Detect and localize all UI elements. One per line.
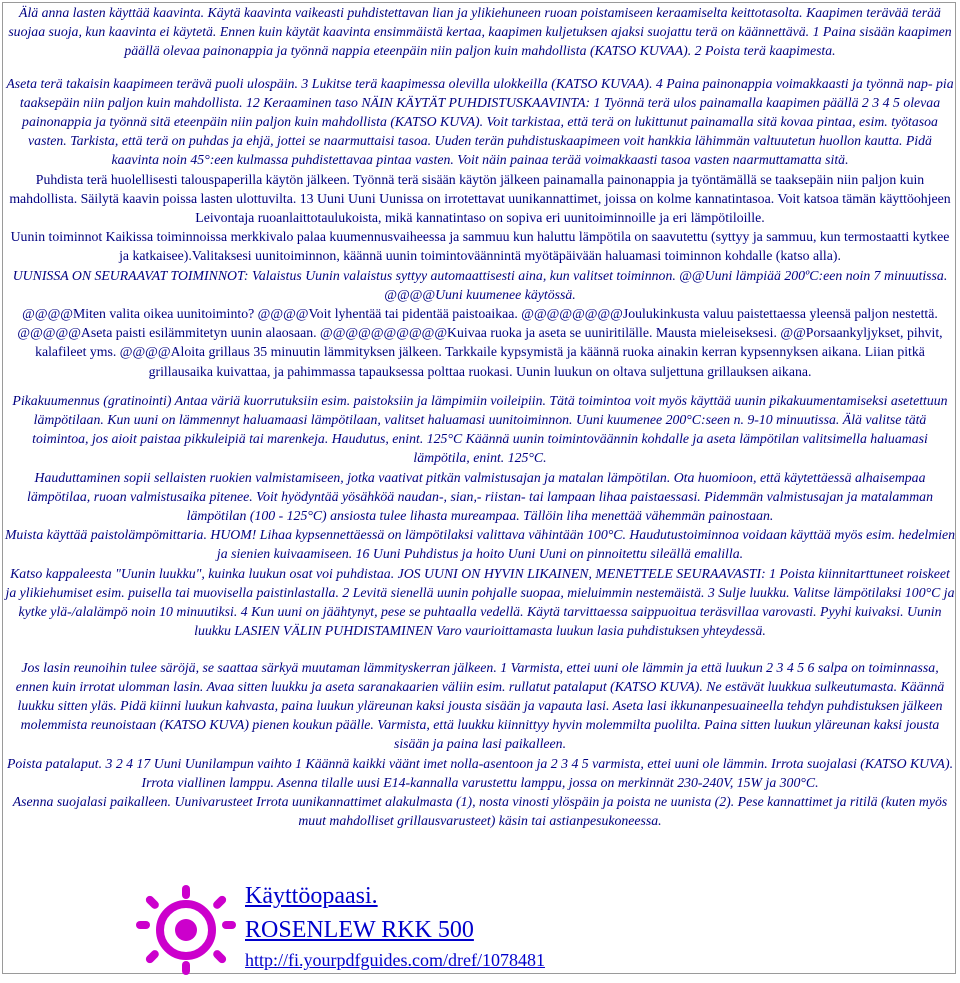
- paragraph-oven-list: UUNISSA ON SEURAAVAT TOIMINNOT: Valaistus Uunin valaistus syttyy automaattisesti aina, kun valitset toiminnon. @@Uuni lämpiää 200ºC:een noin 7 minuutissa. @@@@Uuni kuumenee käytössä.: [12, 267, 948, 302]
- paragraph-quick-heat: Pikakuumennus (gratinointi) Antaa väriä kuorrutuksiin esim. paistoksiin ja lämpimiin voileipiin. Tätä toimintoa voit myös käyttää uunin pikakuumentamiseksi asetettuun lämpötilaan. Kun uuni on lämmennyt haluamaasi lämpötilaan, valitset haluamasi uunitoiminnon. Uuni kuumenee 200°C:seen n. 9-10 minuutissa. Älä valitse tätä toimintoa, jos aioit paistaa pikkuleipiä tai marenkeja. Haudutus, enint. 125°C Käännä uunin toimintoväännin kohdalle ja aseta lämpötilan valitsimella haluamasi lämpötila, enint. 125°C.: [12, 392, 948, 466]
- paragraph-scraper-blade: Aseta terä takaisin kaapimeen terävä puoli ulospäin. 3 Lukitse terä kaapimessa olevilla ulokkeilla (KATSO KUVAA). 4 Paina painonappia voimakkaasti ja työnnä nap- pia taaksepäin niin paljon kuin mahdollista. 12 Keraaminen taso NÄIN KÄYTÄT PUHDISTUSKAAVINTA: 1 Työnnä terä ulos painamalla kaapimen päällä 2 3 4 5 olevaa painonappia ja työnnä sitä eteenpäin niin paljon kuin mahdollista (KATSO KUVA). Voit tarkistaa, että terä on lukittunut painamalla sitä kovaa pintaa, esim. työtasoa vasten. Tarkista, että terä on puhdas ja ehjä, jottei se naarmuttaisi tasoa. Uuden terän puhdistuskaapimeen voit hankkia lähimmän valtuutetun huollon kautta. Pidä kaavinta noin 45°:een kulmassa puhdistettavaa pintaa vasten. Voit näin painaa terää voimakkaasti tasoa vasten naarmuttamatta sitä.: [6, 75, 954, 168]
- paragraph-accessories: Asenna suojalasi paikalleen. Uunivarusteet Irrota uunikannattimet alakulmasta (1), nosta vinosti ylöspäin ja poista ne uunista (2). Pese kannattimet ja ritilä (kuten myös muut mahdolliset grillausvarusteet) käsin tai astianpesukoneessa.: [12, 793, 948, 829]
- paragraph-slow-cook: Hauduttaminen sopii sellaisten ruokien valmistamiseen, jotka vaativat pitkän valmistusajan ja matalan lämpötilan. Ota huomioon, että käytettäessä alhaisempaa lämpötilaa, ruoan valmistusaika pitenee. Voit hyödyntää yösähköä naudan-, sian,- riistan- tai lampaan lihaa paistaessasi. Pidemmän valmistusajan ja matalamman lämpötilan (100 - 125°C) ansiosta tulee lihasta mureampaa. Tällöin liha menettää vähemmän painostaan.: [27, 469, 933, 524]
- paragraph-lamp: Poista patalaput. 3 2 4 17 Uuni Uunilampun vaihto 1 Käännä kaikki väänt imet nolla-asentoon ja 2 3 4 5 varmista, ettei uuni ole lämmin. Irrota suojalasi (KATSO KUVA). Irrota viallinen lamppu. Asenna tilalle uusi E14-kannalla varustettu lamppu, jossa on merkinnät 230-240V, 15W ja 300°C.: [6, 755, 954, 790]
- paragraph-thermometer: Muista käyttää paistolämpömittaria. HUOM! Lihaa kypsennettäessä on lämpötilaksi valittava vähintään 100°C. Haudutustoiminnoa voidaan käyttää myös esim. hedelmien ja sienien kuivaamiseen. 16 Uuni Puhdistus ja hoito Uuni Uuni on pinnoitettu sileällä emalilla.: [4, 527, 956, 562]
- footer-links: [245, 881, 545, 971]
- paragraph-oven-tips: @@@@Miten valita oikea uunitoiminto? @@@@Voit lyhentää tai pidentää paistoaikaa. @@@@@@@@Joulukinkusta valuu paistettaessa yleensä paljon nestettä. @@@@@Aseta paisti esilämmitetyn uunin alaosaan. @@@@@@@@@@Kuivaa ruoka ja aseta se uuniritilälle. Mausta mieleiseksesi. @@Porsaankyljykset, pihvit, kalafileet yms. @@@@Aloita grillaus 35 minuutin lämmityksen jälkeen. Tarkkaile kypsymistä ja käännä ruoka ainakin kerran kypsennyksen aikana. Liian pitkä grillausaika kuivattaa, ja pahimmassa tapauksessa polttaa ruokasi. Uunin luukun on oltava suljettuna grillauksen aikana.: [17, 306, 943, 379]
- document-body: [4, 3, 956, 830]
- yourpdfguides-logo-icon: [134, 883, 238, 977]
- paragraph-cleaning: Katso kappaleesta "Uunin luukku", kuinka luukun osat voi puhdistaa. JOS UUNI ON HYVIN LIKAINEN, MENETTELE SEURAAVASTI: 1 Poista kiinnitarttuneet roiskeet ja ylikiehumiset esim. puisella tai muovisella paistinlastalla. 2 Levitä sienellä uunin pohjalle suopaa, mieluimmin nestemäistä. 3 Sulje luukku. Valitse lämpötilaksi 100°C ja kytke ylä-/alalämpö noin 10 minuutiksi. 4 Kun uuni on jäähtynyt, pese se puhtaalla vedellä. Käytä tarvittaessa saippuoitua teräsvillaa varovasti. Pyyhi kuivaksi. Uunin luukku LASIEN VÄLIN PUHDISTAMINEN Varo vaurioittamasta luukun lasia puhdistuksen yhteydessä.: [5, 565, 955, 639]
- source-url-link[interactable]: http://fi.yourpdfguides.com/dref/1078481: [245, 950, 545, 970]
- paragraph-oven-functions: Uunin toiminnot Kaikissa toiminnoissa merkkivalo palaa kuumennusvaiheessa ja sammuu kun haluttu lämpötila on saavutettu (syttyy ja sammuu, kun termostaatti kytkee ja katkaisee).Valitaksesi uunitoiminnon, käännä uunin toimintoväännintä myötäpäivään haluamasi toiminnon kohdalle (katso alla).: [10, 229, 950, 264]
- paragraph-door-glass: Jos lasin reunoihin tulee säröjä, se saattaa särkyä muutaman lämmityskerran jälkeen. 1 Varmista, ettei uuni ole lämmin ja että luukun 2 3 4 5 6 salpa on toiminnassa, ennen kuin irrotat ulomman lasin. Avaa sitten luukku ja aseta saranakaarien väliin esim. rullatut patalaput (KATSO KUVA). Ne estävät luukkua sulkeutumasta. Käännä luukku sitten yläs. Pidä kiinni luukun kahvasta, paina luukun yläreunan kaksi jousta sisään ja vapauta lasi. Aseta lasi ikkunanpesuaineella tehdyn puhdistuksen jälkeen molemmista reunoistaan (KATSO KUVA) pienen koukun päälle. Varmista, että luukku kiinnittyy hyvin molemmilta puolilta. Paina sitten luukun yläreunan kaksi jousta sisään ja paina lasi paikalleen.: [15, 659, 945, 752]
- model-link[interactable]: ROSENLEW RKK 500: [245, 917, 474, 943]
- paragraph-scraper-storage: Puhdista terä huolellisesti talouspaperilla käytön jälkeen. Työnnä terä sisään käytön jälkeen painamalla painonappia ja työntämällä se taaksepäin niin paljon kuin mahdollista. Säilytä kaavin poissa lasten ulottuvilta. 13 Uuni Uuni Uunissa on irrotettavat uunikannattimet, joissa on kolme kannatintasoa. Voit katsoa tämän käyttöohjeen Leivontaja ruoanlaittotaulukoista, mikä kannatintaso on sopiva eri uunitoiminnoille ja eri lämpötiloille.: [9, 171, 951, 226]
- manual-link[interactable]: Käyttöopaasi.: [245, 883, 378, 909]
- footer: [10, 877, 960, 973]
- paragraph-scraper-intro: Älä anna lasten käyttää kaavinta. Käytä kaavinta vaikeasti puhdistettavan lian ja ylikiehuneen ruoan poistamiseen keraamiselta keittotasolta. Kaapimen terävää terää suojaa suoja, kun kaavinta ei käytetä. Ennen kuin käytät kaavinta ensimmäistä kertaa, kaapimen kuljetuksen ajaksi suojattu terä on käännettävä. 1 Paina sisään kaapimen päällä olevaa painonappia ja työnnä nappia eteenpäin niin paljon kuin mahdollista (KATSO KUVAA). 2 Poista terä kaapimesta.: [8, 5, 952, 59]
